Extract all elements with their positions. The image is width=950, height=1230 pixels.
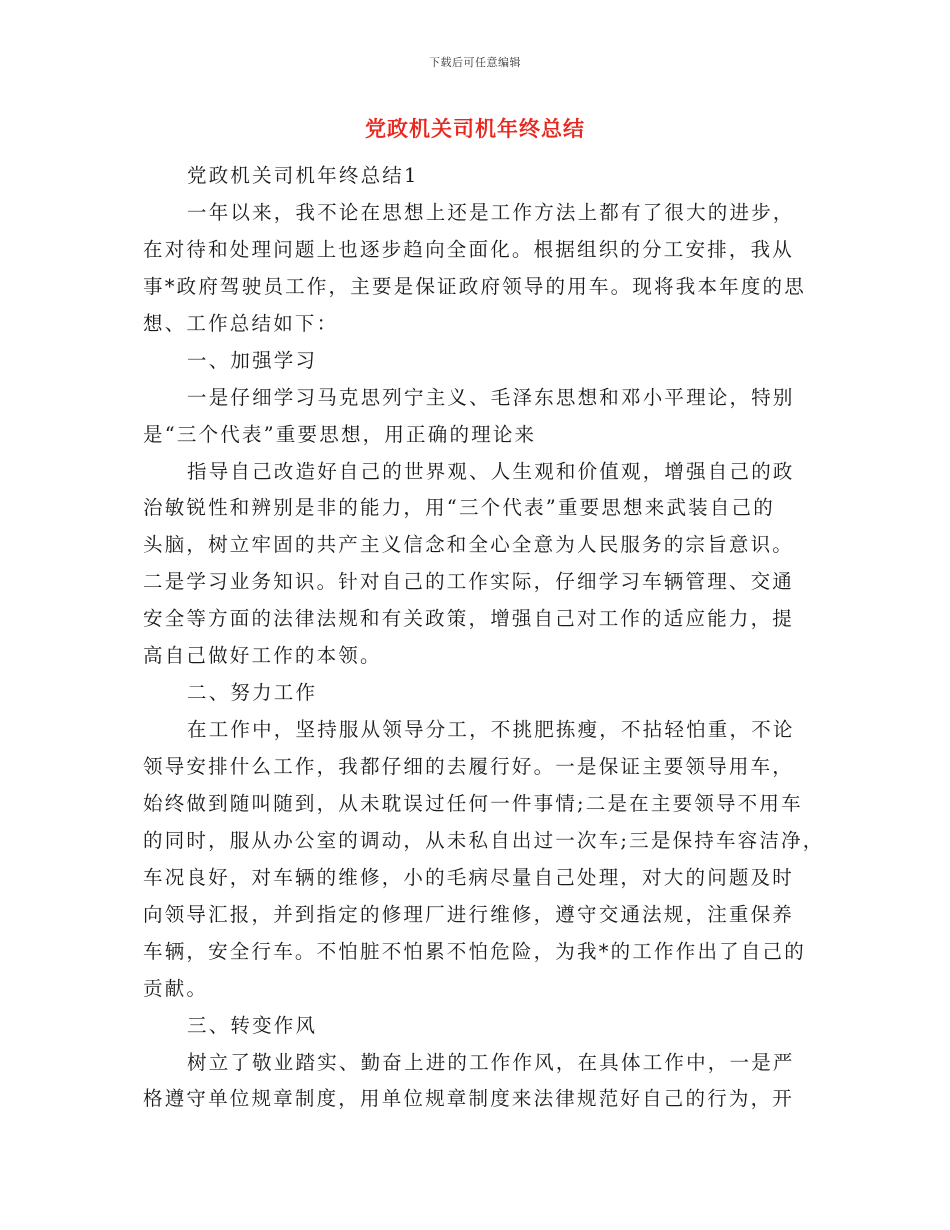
text-line: 的同时，服从办公室的调动，从未私自出过一次车;三是保持车容洁净， [143, 828, 825, 852]
text-line: 事*政府驾驶员工作，主要是保证政府领导的用车。现将我本年度的思 [143, 274, 806, 298]
text-line: 安全等方面的法律法规和有关政策，增强自己对工作的适应能力，提 [143, 607, 795, 631]
text-line: 向领导汇报，并到指定的修理厂进行维修，遵守交通法规，注重保养 [143, 902, 795, 926]
text-line: 二是学习业务知识。针对自己的工作实际，仔细学习车辆管理、交通 [143, 570, 795, 594]
text-line: 车况良好，对车辆的维修，小的毛病尽量自己处理，对大的问题及时 [143, 865, 795, 889]
text-line: 党政机关司机年终总结1 [187, 164, 419, 187]
text-line: 是“三个代表”重要思想，用正确的理论来 [143, 422, 537, 446]
text-line: 树立了敬业踏实、勤奋上进的工作作风，在具体工作中，一是严 [187, 1050, 795, 1074]
text-line: 一是仔细学习马克思列宁主义、毛泽东思想和邓小平理论，特别 [187, 385, 795, 409]
text-line: 车辆，安全行车。不怕脏不怕累不怕危险，为我*的工作作出了自己的 [143, 939, 806, 963]
text-line: 在工作中，坚持服从领导分工，不挑肥拣瘦，不拈轻怕重，不论 [187, 718, 795, 742]
text-line: 领导安排什么工作，我都仔细的去履行好。一是保证主要领导用车， [143, 755, 795, 778]
text-line: 头脑，树立牢固的共产主义信念和全心全意为人民服务的宗旨意识。 [143, 533, 795, 557]
text-line: 指导自己改造好自己的世界观、人生观和价值观，增强自己的政 [187, 459, 795, 483]
text-line: 治敏锐性和辨别是非的能力，用“三个代表”重要思想来武装自己的 [143, 496, 775, 520]
text-line: 格遵守单位规章制度，用单位规章制度来法律规范好自己的行为，开 [143, 1087, 795, 1111]
text-line: 一年以来，我不论在思想上还是工作方法上都有了很大的进步， [187, 200, 795, 224]
document-title: 党政机关司机年终总结 [365, 116, 585, 141]
text-line: 二、努力工作 [187, 681, 318, 705]
text-line: 始终做到随叫随到，从未耽误过任何一件事情;二是在主要领导不用车 [143, 791, 803, 815]
text-line: 在对待和处理问题上也逐步趋向全面化。根据组织的分工安排，我从 [143, 237, 795, 261]
document-body [143, 158, 833, 1118]
text-line: 高自己做好工作的本领。 [143, 644, 382, 668]
text-line: 三、转变作风 [187, 1013, 318, 1037]
header-note: 下载后可任意编辑 [429, 56, 521, 69]
text-line: 想、工作总结如下： [143, 311, 339, 335]
text-line: 贡献。 [143, 976, 209, 1000]
text-line: 一、加强学习 [187, 348, 318, 372]
